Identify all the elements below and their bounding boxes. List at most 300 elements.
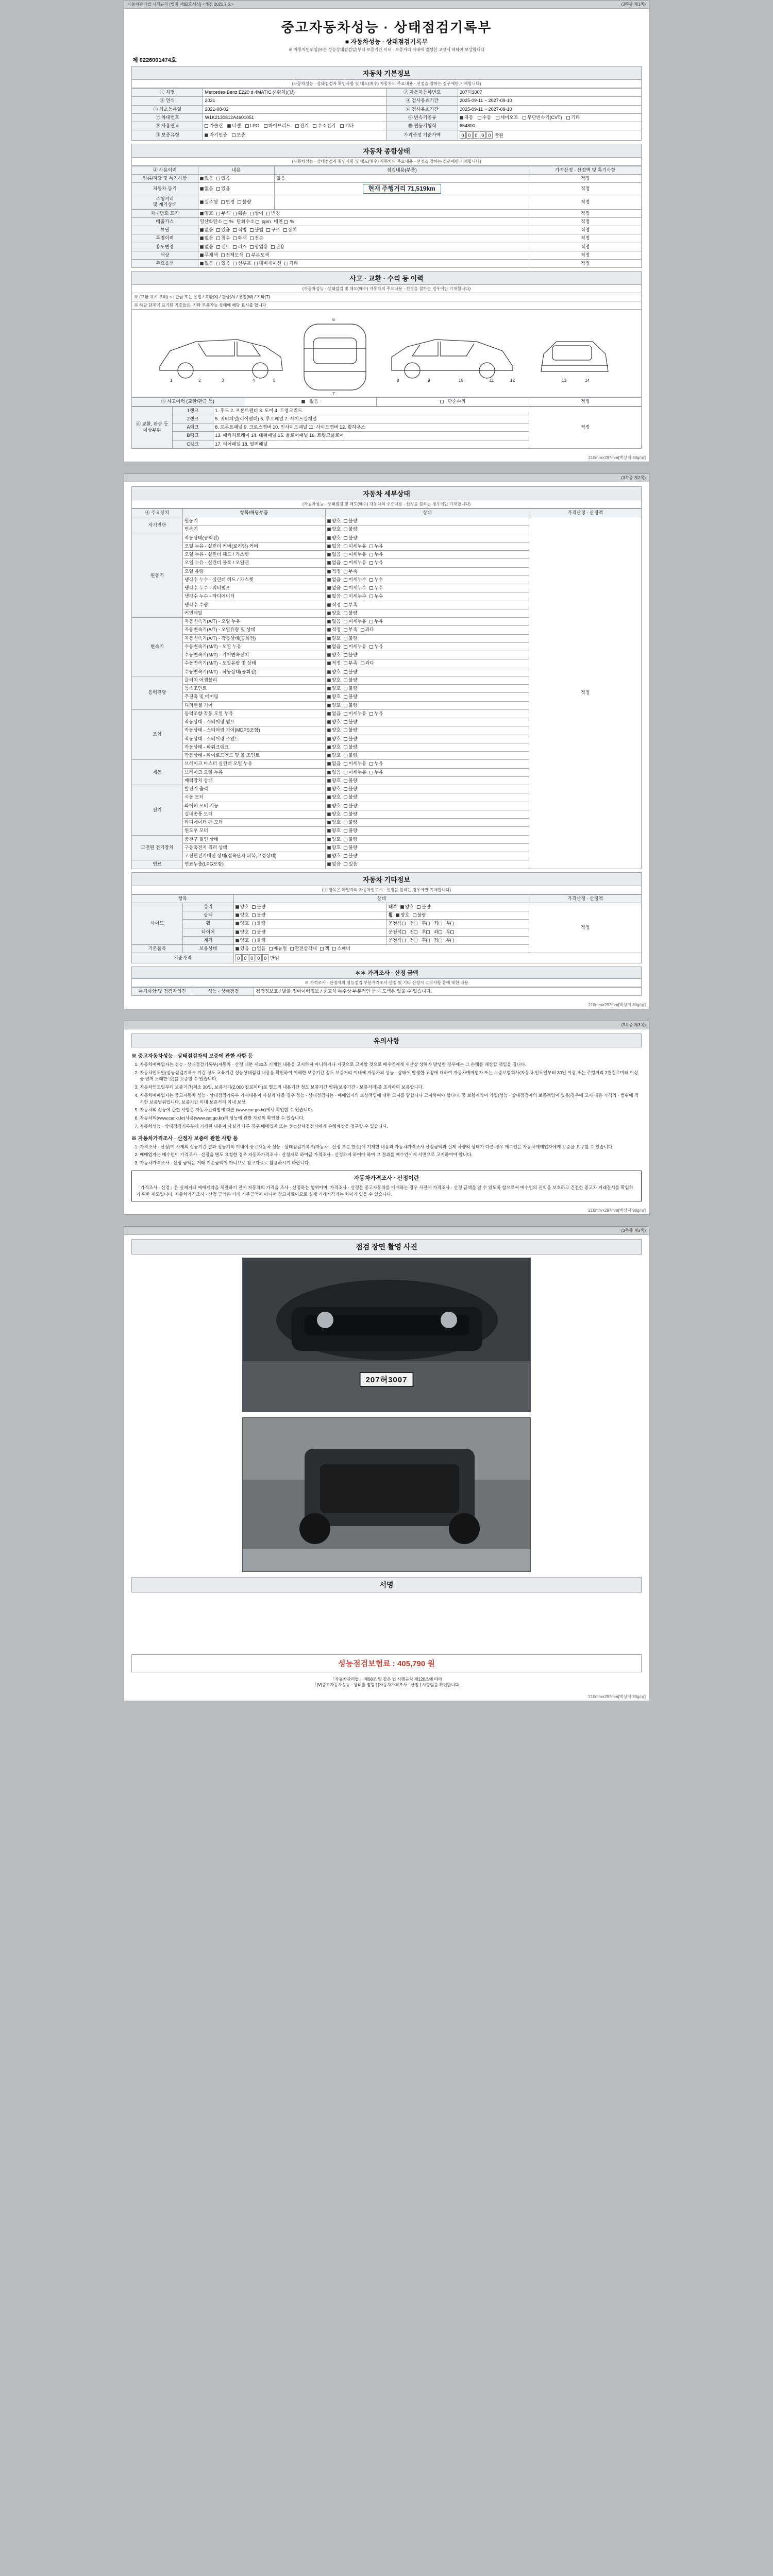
page-subnote: ※ 자동차인도일(또는 성능상태점검일)부터 보증기간 이내 · 보증거리 이내에 발생한 고장에 대하여 보상합니다 <box>288 47 485 52</box>
row-label: 색상 <box>132 251 198 259</box>
row-label: 주행거리 및 계기상태 <box>132 195 198 210</box>
detail-item-label: 실내송풍 모터 <box>182 810 325 818</box>
detail-status-table <box>131 509 642 869</box>
detail-group-label: 고전원 전기장치 <box>132 835 183 860</box>
row-options-right[interactable]: 운전석 전 후 좌 우 <box>386 920 529 928</box>
field-value: 654800 <box>458 122 641 130</box>
detail-item-options[interactable]: 양호 불량 <box>325 785 529 793</box>
detail-table-body <box>132 517 642 869</box>
detail-item-label: 동력조향 작동 오일 누유 <box>182 709 325 718</box>
detail-item-options[interactable]: 없음 미세누유 누유 <box>325 768 529 776</box>
row-options[interactable]: 무채색 전체도색 부분도색 <box>198 251 529 259</box>
row-label: 유리 <box>182 903 233 911</box>
page-3 <box>124 1226 649 1701</box>
row-group-label: 기본품목 <box>132 945 183 953</box>
table-row <box>132 195 642 210</box>
document-number-value: 0226001474호 <box>139 57 177 63</box>
footer-line-1: 「자동차관리법」 제58조 및 같은 법 시행규칙 제120조에 따라 <box>330 1676 443 1682</box>
detail-item-options[interactable]: 양호 불량 <box>325 776 529 785</box>
detail-item-label: 추진축 및 베어링 <box>182 693 325 701</box>
insurance-fee-value: 405,790 원 <box>397 1659 435 1668</box>
right-label: 내부 <box>388 904 397 909</box>
col-header: 상태 <box>233 894 529 903</box>
detail-item-options[interactable]: 적정 부족 <box>325 601 529 609</box>
detail-item-label: 작동상태(공회전) <box>182 534 325 542</box>
detail-item-options[interactable]: 양호 불량 <box>325 609 529 617</box>
table-row <box>132 122 642 130</box>
row-detail: 없음 <box>274 174 529 182</box>
page-1 <box>124 0 649 462</box>
price-survey-definition-box <box>131 1171 642 1201</box>
detail-item-options[interactable]: 양호 불량 <box>325 810 529 818</box>
rank-items: 8. 프론트패널 9. 크로스멤버 10. 인사이드패널 11. 사이드멤버 12. 휠하우스 <box>213 423 529 432</box>
accident-value-1[interactable] <box>244 398 376 406</box>
col-header: 가격산정 · 산정액 <box>529 894 642 903</box>
detail-item-label: 커먼레일 <box>182 609 325 617</box>
svg-text:9: 9 <box>428 378 430 383</box>
remarks-label: 특기사항 및 점검자의견 <box>132 987 193 995</box>
box-title: 자동차가격조사 · 산정이란 <box>354 1175 419 1181</box>
section-other-title: 자동차 기타정보 <box>131 872 642 886</box>
row-options[interactable]: 없음 있음 선루프 내비게이션 기타 <box>198 260 529 268</box>
signature-section-title: 서명 <box>131 1577 642 1592</box>
page-notice <box>124 1021 649 1215</box>
detail-item-options[interactable]: 양호 불량 <box>325 718 529 726</box>
row-options[interactable]: 없음 침수 화재 전손 <box>198 234 529 243</box>
col-header: 가격산정 · 산정액 <box>529 509 642 517</box>
section-other-note: (④ 항목은 확인자의 자동차인도시 · 선정을 참하는 경우에만 기재합니다) <box>131 886 642 894</box>
row-options[interactable]: 양호 불량 <box>233 911 386 920</box>
detail-item-label: 변속기 <box>182 526 325 534</box>
notice-list-1 <box>140 1061 642 1130</box>
notice-heading-1: ※ 중고자동차성능 · 상태점검자의 보증에 관한 사항 등 <box>131 1053 253 1059</box>
table-row <box>132 987 642 995</box>
row-options[interactable]: 양호 불량 <box>233 936 386 944</box>
page-number-3: (3쪽중 제3쪽) <box>621 1228 646 1233</box>
list-item: 6. 자동차의(www.car.kr.kr)사용(www.car.go.kr)의 성능에 관한 자료의 확인할 수 있습니다. <box>140 1115 642 1122</box>
field-label: ② 자동차등록번호 <box>386 89 458 97</box>
detail-item-options[interactable]: 양호 불량 <box>325 676 529 684</box>
row-label: 계기 <box>182 936 233 944</box>
detail-item-label: 수동변속기(M/T) - 기어변속장치 <box>182 651 325 659</box>
row-label: 압류/저당 및 특기사항 <box>132 174 198 182</box>
col-header: 점검내용(부품) <box>274 166 529 174</box>
field-value: 2021 <box>203 97 386 105</box>
detail-item-options[interactable]: 양호 불량 <box>325 752 529 760</box>
notice-list-2 <box>140 1144 642 1166</box>
detail-item-options[interactable]: 없음 미세누수 누수 <box>325 584 529 592</box>
total-status-table <box>131 166 642 268</box>
car-outline-svg <box>149 310 624 396</box>
detail-item-label: 수동변속기(M/T) - 오일유량 및 상태 <box>182 659 325 668</box>
svg-text:4: 4 <box>253 378 255 383</box>
fuel-options[interactable]: 가솔린 디젤 LPG 하이브리드 전기 수소전기 기타 <box>203 122 386 130</box>
row-label: 주요옵션 <box>132 260 198 268</box>
page-2-bottom-strip: 210mm×297mm[백상지 80g/㎡] <box>588 1002 646 1007</box>
detail-item-options[interactable]: 양호 불량 <box>325 793 529 802</box>
table-row <box>132 251 642 259</box>
row-score: 적정 <box>529 217 642 226</box>
col-header: ④ 주요장치 <box>132 509 183 517</box>
accident-value-1-text: 없음 <box>309 399 318 404</box>
row-score: 적정 <box>529 243 642 251</box>
detail-group-label: 조향 <box>132 709 183 760</box>
detail-item-label: 충전구 절연 상태 <box>182 835 325 843</box>
row-label: 차대번호 표기 <box>132 209 198 217</box>
inspection-photo-underbody <box>242 1417 531 1572</box>
base-price-label: 기준가격 <box>132 953 234 963</box>
table-row <box>132 217 642 226</box>
accident-label: ⑤ 사고이력 (교환/판금 등) <box>132 398 244 406</box>
price-standard-value: 0 0 0 0 0 만원 <box>458 130 641 140</box>
detail-item-label: 연료누출(LPG포함) <box>182 860 325 869</box>
field-label: ⑤ 최초등록일 <box>132 105 203 113</box>
section-accident-note: (자동차성능 · 상태점검 및 매도(매수) 자동차의 주요내용 · 선정을 참하는 경우에만 기재합니다) <box>131 285 642 293</box>
list-item: 2. 매매업자는 매수인이 가격조사 · 산정을 별도 요청한 경우 자동차가격조사 · 산정자로 하여금 가격조사 · 산정하게 하여야 하며 그 결과를 매수인에게 서면으로 고지하여야 합니다. <box>140 1151 642 1158</box>
warranty-options[interactable]: 자기인증 보증 <box>203 130 386 140</box>
list-item: 3. 자동차가격조사 · 산정 금액은 거래 기준금액이 아니므로 참고자료로 활용하시기 바랍니다. <box>140 1160 642 1166</box>
detail-item-options[interactable]: 없음 있음 <box>325 860 529 869</box>
rank-detail-table <box>131 406 642 449</box>
table-row <box>132 105 642 113</box>
col-header: 내용 <box>198 166 274 174</box>
detail-group-label: 원동기 <box>132 534 183 618</box>
row-options[interactable]: 일산화탄소 % 탄화수소 ppm 매연 % <box>198 217 529 226</box>
insurance-fee-label: 성능점검보험료 : <box>338 1659 395 1668</box>
detail-item-options[interactable]: 없음 미세누유 누유 <box>325 760 529 768</box>
page-1-top-strip <box>124 1 649 9</box>
detail-item-options[interactable]: 양호 불량 <box>325 843 529 852</box>
base-price-value: 0 0 0 0 0 만원 <box>233 953 641 963</box>
detail-score: 적정 <box>529 517 642 869</box>
table-row <box>132 174 642 182</box>
rank-items: 17. 리어패널 18. 필러패널 <box>213 440 529 448</box>
detail-item-label: 브레이크 마스터 실린더 오일 누유 <box>182 760 325 768</box>
row-score: 적정 <box>529 251 642 259</box>
row-options[interactable]: 양호 불량 <box>233 903 386 911</box>
row-options[interactable]: 있음 없음 메뉴얼 안전삼각대 잭 스패너 <box>233 945 529 953</box>
page-number-2: (3쪽중 제2쪽) <box>621 475 646 480</box>
detail-item-label: 냉각수 누수 - 라디에이터 <box>182 592 325 601</box>
row-label: 타이어 <box>182 928 233 936</box>
section-detail-title: 자동차 세부상태 <box>131 486 642 500</box>
remarks-value: 점검정보표 / 발불 정비이력정보 / 중고차 특수상 부분적인 문제 도색은 있을 수 있습니다. <box>254 987 642 995</box>
row-options[interactable]: 실주행 변경 불량 <box>198 195 274 210</box>
field-label: ③ 연식 <box>132 97 203 105</box>
detail-group-label: 제동 <box>132 760 183 785</box>
svg-text:10: 10 <box>459 378 463 383</box>
col-header: 항목/해당부품 <box>182 509 325 517</box>
svg-text:2: 2 <box>198 378 201 383</box>
document-number <box>132 56 642 64</box>
row-options[interactable]: 없음 있음 적법 불법 구조 장치 <box>198 226 529 234</box>
mileage-display <box>274 183 529 195</box>
license-plate-front: 207허3007 <box>360 1372 414 1387</box>
detail-item-options[interactable]: 양호 불량 <box>325 701 529 709</box>
inspection-photo-front <box>242 1258 531 1412</box>
svg-text:14: 14 <box>585 378 590 383</box>
detail-item-label: 와이퍼 모터 기능 <box>182 802 325 810</box>
page-2 <box>124 473 649 1009</box>
detail-item-options[interactable]: 양호 불량 <box>325 735 529 743</box>
remarks-table <box>131 987 642 996</box>
page-number-notice: (3쪽중 제3쪽) <box>621 1022 646 1027</box>
detail-item-options[interactable]: 없음 미세누유 누유 <box>325 551 529 559</box>
field-label: ⑦ 차대번호 <box>132 113 203 122</box>
detail-item-options[interactable]: 양호 불량 <box>325 534 529 542</box>
rank-group-label: ⑥ 교환, 판금 등 이상부위 <box>132 406 173 448</box>
rank-label: 1랭크 <box>173 406 213 415</box>
field-label: ⑩ 원동기형식 <box>386 122 458 130</box>
row-options-right[interactable]: 운전석 전 후 좌 우 <box>386 928 529 936</box>
rank-score: 적정 <box>529 406 642 448</box>
field-label: ⑧ 변속기종류 <box>386 113 458 122</box>
table-row <box>132 226 642 234</box>
section-detail-note: (자동차성능 · 상태점검 및 매도(매수) 자동차의 주요내용 · 선정을 참하는 경우에만 기재합니다) <box>131 500 642 509</box>
detail-item-options[interactable]: 적정 부족 과다 <box>325 626 529 634</box>
row-score: 적정 <box>529 195 642 210</box>
list-item: 3. 자동차인도일부터 보증기간(최소 30일, 보증거리(2,000 킬로미터)로 별도의 내용기간 정도 보증기간 범위(보증기간 · 보증거리)를 초과하여 보증합니다. <box>140 1084 642 1091</box>
detail-item-options[interactable]: 양호 불량 <box>325 634 529 642</box>
rank-items: 13. 패키지트레이 14. 대쉬패널 15. 플로어패널 16. 트렁크플로어 <box>213 432 529 440</box>
detail-item-label: 자동변속기(A/T) - 오일 누유 <box>182 618 325 626</box>
section-accident-title: 사고 · 교환 · 수리 등 이력 <box>131 271 642 285</box>
row-options[interactable]: 없음 렌트 리스 영업용 관용 <box>198 243 529 251</box>
list-item: 1. 가격조사 · 산정(이 사제의 성능기간 결과 성능기록 이내에 중고자동차 성능 · 상태점검기록부(자동차 · 산정 부분 한것)에 기재한 내용과 자동차가격조사 산정금액과 실제 차량의 상태가 다른 경우 매수인은 자동차매매업자에게 보증을 요구할 수 있습니다. <box>140 1144 642 1150</box>
row-score: 적정 <box>529 209 642 217</box>
row-options[interactable]: 없음 있음 <box>198 183 274 195</box>
document-number-label: 제 <box>132 57 138 63</box>
remarks-sub-label: 성능 · 상태점검 <box>193 987 254 995</box>
svg-text:6: 6 <box>332 317 335 323</box>
table-row <box>132 89 642 97</box>
field-value: 2021-08-02 <box>203 105 386 113</box>
page-2-top-strip <box>124 474 649 482</box>
detail-item-label: 배력장치 상태 <box>182 776 325 785</box>
section-total-title: 자동차 종합상태 <box>131 144 642 158</box>
detail-item-options[interactable]: 양호 불량 <box>325 819 529 827</box>
table-row <box>132 234 642 243</box>
form-reference: 자동차관리법 시행규칙 [별지 제82호서식] <개정 2021.7.6.> <box>127 2 234 7</box>
detail-group-label: 변속기 <box>132 618 183 676</box>
detail-group-label: 동력전달 <box>132 676 183 709</box>
detail-item-label: 오일 누유 - 실린더 헤드 / 가스켓 <box>182 551 325 559</box>
detail-item-label: 클러치 어셈블리 <box>182 676 325 684</box>
svg-text:3: 3 <box>222 378 224 383</box>
detail-item-options[interactable]: 적정 부족 과다 <box>325 659 529 668</box>
detail-item-options[interactable]: 양호 불량 <box>325 685 529 693</box>
accident-value-2[interactable] <box>376 398 529 406</box>
table-row <box>132 243 642 251</box>
detail-item-options[interactable]: 적정 부족 <box>325 567 529 575</box>
col-header: ④ 사용이력 <box>132 166 198 174</box>
row-score: 적정 <box>529 226 642 234</box>
field-label: ⑨ 사용연료 <box>132 122 203 130</box>
svg-text:1: 1 <box>170 378 173 383</box>
detail-item-label: 수동변속기(M/T) - 오일 누유 <box>182 642 325 651</box>
row-label: 특별이력 <box>132 234 198 243</box>
detail-item-options[interactable]: 양호 불량 <box>325 517 529 526</box>
detail-item-label: 자동변속기(A/T) - 오일유량 및 상태 <box>182 626 325 634</box>
detail-item-options[interactable]: 없음 미세누유 누유 <box>325 542 529 550</box>
inspection-insurance-fee <box>131 1654 642 1672</box>
detail-item-label: 시동 모터 <box>182 793 325 802</box>
rank-label: 2랭크 <box>173 415 213 423</box>
accident-legend-1: ※ (교환 표시 부위) ○ : 판금 또는 용접 / 교환(X) / 판금(A) / 용접(W) / 기타(T) <box>131 293 642 301</box>
detail-item-label: 브레이크 오일 누유 <box>182 768 325 776</box>
svg-text:13: 13 <box>562 378 566 383</box>
svg-text:5: 5 <box>273 378 276 383</box>
list-item: 5. 자동차의 성능에 관한 사항은 자동차관리법에 따른 (www.car.go.kr)에서 확인할 수 있습니다. <box>140 1107 642 1113</box>
table-row <box>132 130 642 140</box>
detail-item-label: 라디에이터 팬 모터 <box>182 819 325 827</box>
list-item: 1. 자동차매매업자는 성능 · 상태점검기록부(자동차 · 산정 대분 제30조 기재한 내용을 고지하지 아니하거나 거짓으로 고지할 것으로 매수인에게 재산상 상해가 발생한 경우에는 그 손해를 배상할 책임을 집니다. <box>140 1061 642 1068</box>
detail-item-options[interactable]: 없음 미세누유 누유 <box>325 559 529 567</box>
table-row <box>132 953 642 963</box>
rank-label: B랭크 <box>173 432 213 440</box>
detail-item-options[interactable]: 없음 미세누유 누유 <box>325 642 529 651</box>
right-label: 휠 <box>388 912 393 918</box>
table-row <box>132 183 642 195</box>
svg-text:11: 11 <box>490 378 494 383</box>
page-notice-bottom-strip: 210mm×297mm[백상지 80g/㎡] <box>588 1208 646 1213</box>
detail-item-label: 등속조인트 <box>182 685 325 693</box>
row-label: 배출가스 <box>132 217 198 226</box>
field-value: Mercedes-Benz E220 d 4MATIC (4위치)(월) <box>203 89 386 97</box>
field-value: 2025-09-11 ~ 2027-09-10 <box>458 97 641 105</box>
page-1-bottom-strip: 210mm×297mm[백상지 80g/㎡] <box>588 455 646 460</box>
row-label: 튜닝 <box>132 226 198 234</box>
section-basic-note: (자동차성능 · 상태점검자 확인사항 및 매도(매수) 자동차의 주요내용 · 선정을 참하는 경우에만 기재합니다) <box>131 80 642 88</box>
field-value: W1K2130812A4601051 <box>203 113 386 122</box>
row-score: 적정 <box>529 234 642 243</box>
row-label: 보유상태 <box>182 945 233 953</box>
table-row <box>132 903 642 911</box>
price-survey-note: ※ 가격조사 · 산정자의 성능점검 부분가격조사 산정 및 기타 산정시 고지사항 등에 대한 내용 <box>131 979 642 987</box>
list-item: 2. 자동차인도일(성능점검기록부 기간 정도 교육기간 성능상태점검 내용을 확인하여 이해한 보증기간 정도 보증거리 이내에 자동차의 성능 · 상태에 발생한 고장에 대하여 자동차매매업자 또는 보증보험회사(자동차 인도일부터 30일 이상 또는 주행거리 2천킬로미터 이상 중 먼저 도래한 것)를 보증할 수 있습니다. <box>140 1070 642 1083</box>
row-score: 적정 <box>529 174 642 182</box>
page-3-top-strip <box>124 1227 649 1235</box>
accident-legend-2: ※ 하단 단계에 표기된 기호들은, 기타 부품가능 상태에 해당 표시를 합니다 <box>131 301 642 310</box>
table-row <box>132 97 642 105</box>
detail-item-options[interactable]: 양호 불량 <box>325 852 529 860</box>
detail-group-label: 자기진단 <box>132 517 183 534</box>
detail-item-options[interactable]: 양호 불량 <box>325 835 529 843</box>
detail-item-options[interactable]: 양호 불량 <box>325 651 529 659</box>
photo-front-illustration <box>243 1258 531 1412</box>
detail-item-label: 발전기 출력 <box>182 785 325 793</box>
row-score: 적정 <box>529 260 642 268</box>
row-label: 자동차 등기 <box>132 183 198 195</box>
footer-line-2: 「[Ⅴ]중고자동차성능 · 상태를 점검 [ ]자동차가격조사 · 산정 ] 사항임을 확인합니다. <box>312 1682 461 1687</box>
field-label: ⑥ 검사유효기간 <box>386 105 458 113</box>
col-header: 항목 <box>132 894 234 903</box>
photo-section-title: 점검 장면 촬영 사진 <box>131 1239 642 1255</box>
row-options[interactable]: 양호 불량 <box>233 920 386 928</box>
detail-item-label: 냉각수 누수 - 실린더 헤드 / 가스켓 <box>182 575 325 584</box>
row-label: 용도변경 <box>132 243 198 251</box>
page-3-bottom-strip: 210mm×297mm[백상지 80g/㎡] <box>588 1694 646 1699</box>
row-group-label: 사이드 <box>132 903 183 944</box>
detail-item-label: 오일 누유 - 실린더 커버(로커암) 커버 <box>182 542 325 550</box>
row-options-right[interactable]: 휠 양호 불량 <box>386 911 529 920</box>
detail-group-label: 연료 <box>132 860 183 869</box>
detail-item-label: 자동변속기(A/T) - 작동상태(공회전) <box>182 634 325 642</box>
row-options[interactable]: 양호 부식 훼손 상이 변경 <box>198 209 529 217</box>
table-row <box>132 209 642 217</box>
page-subtitle: ■ 자동차성능 · 상태점검기록부 <box>345 38 428 45</box>
row-options-right[interactable]: 내부 양호 불량 <box>386 903 529 911</box>
row-label: 광택 <box>182 911 233 920</box>
table-row <box>132 517 642 526</box>
page-number-1: (3쪽중 제1쪽) <box>621 2 646 7</box>
detail-group-label: 전기 <box>132 785 183 836</box>
field-value: 207허3007 <box>458 89 641 97</box>
rank-items: 1. 후드 2. 프론트펜더 3. 도어 4. 트렁크리드 <box>213 406 529 415</box>
detail-item-options[interactable]: 없음 미세누수 누수 <box>325 592 529 601</box>
table-row <box>132 398 642 406</box>
photo-underbody-illustration <box>243 1418 531 1572</box>
detail-item-options[interactable]: 없음 미세누유 누유 <box>325 709 529 718</box>
detail-item-options[interactable]: 양호 불량 <box>325 726 529 735</box>
detail-item-options[interactable]: 양호 불량 <box>325 802 529 810</box>
detail-item-options[interactable]: 양호 불량 <box>325 743 529 751</box>
rank-label: C랭크 <box>173 440 213 448</box>
row-options-right[interactable]: 운전석 전 후 좌 우 <box>386 936 529 944</box>
row-label: 휠 <box>182 920 233 928</box>
table-row <box>132 406 642 415</box>
detail-item-options[interactable]: 양호 불량 <box>325 827 529 835</box>
accident-history-table <box>131 397 642 406</box>
detail-item-options[interactable]: 양호 불량 <box>325 526 529 534</box>
list-item: 4. 자동차매매업자는 중고자동차 성능 · 상태점검기록부 기재내용이 사실과 다를 경우 성능 · 상태점검자는 · 매매업자의 보상책임에 대한 고지를 말합니다 고지하여야 합니다. 중 보험계약이 가입(성능 · 상태점검자의 보증책임이 있음)경우에 고지 내용 가격의 · 범위에 적시한 보증범위입니다. 보증기간 이내 보증거리 이내 보상 <box>140 1092 642 1106</box>
accident-score: 적정 <box>529 398 642 406</box>
row-options[interactable]: 양호 불량 <box>233 928 386 936</box>
detail-item-label: 냉각수 누수 - 워터펌프 <box>182 584 325 592</box>
rank-items: 5. 쿼터패널(리어펜더) 6. 루프패널 7. 사이드실패널 <box>213 415 529 423</box>
detail-item-options[interactable]: 없음 미세누유 누유 <box>325 618 529 626</box>
field-label: ① 차명 <box>132 89 203 97</box>
detail-item-options[interactable]: 양호 불량 <box>325 668 529 676</box>
signature-area[interactable] <box>131 1592 642 1654</box>
detail-item-label: 고전원전기배선 상태(접속단자,피복,고정상태) <box>182 852 325 860</box>
transmission-options[interactable]: 자동 수동 세미오토 무단변속기(CVT) 기타 <box>458 113 641 122</box>
table-row <box>132 260 642 268</box>
detail-item-label: 작동상태 - 타이로드엔드 및 볼 조인트 <box>182 752 325 760</box>
svg-text:12: 12 <box>510 378 515 383</box>
accident-value-2-text: 단순수리 <box>447 399 466 404</box>
mileage-value: 현재 주행거리 71,519km <box>363 184 441 194</box>
svg-text:8: 8 <box>397 378 399 383</box>
detail-item-label: 작동상태 - 스티어링 기어(MDPS포함) <box>182 726 325 735</box>
detail-item-options[interactable]: 양호 불량 <box>325 693 529 701</box>
other-score: 적정 <box>529 903 642 953</box>
detail-item-label: 냉각수 수량 <box>182 601 325 609</box>
detail-item-label: 작동상태 - 스티어링 펌프 <box>182 718 325 726</box>
page-title: 중고자동차성능 · 상태점검기록부 <box>281 20 492 35</box>
row-detail <box>274 195 529 210</box>
detail-item-label: 오일 유량 <box>182 567 325 575</box>
car-damage-diagram <box>131 310 642 397</box>
notice-title: 유의사항 <box>131 1033 642 1047</box>
row-score: 적정 <box>529 183 642 195</box>
row-options[interactable]: 없음 있음 <box>198 174 274 182</box>
detail-item-options[interactable]: 없음 미세누수 누수 <box>325 575 529 584</box>
field-label: ④ 검사유효기간 <box>386 97 458 105</box>
detail-item-label: 수동변속기(M/T) - 작동상태(공회전) <box>182 668 325 676</box>
page-notice-top-strip <box>124 1021 649 1029</box>
price-survey-title: ＊＊ 가격조사 · 산정 금액 <box>131 967 642 979</box>
